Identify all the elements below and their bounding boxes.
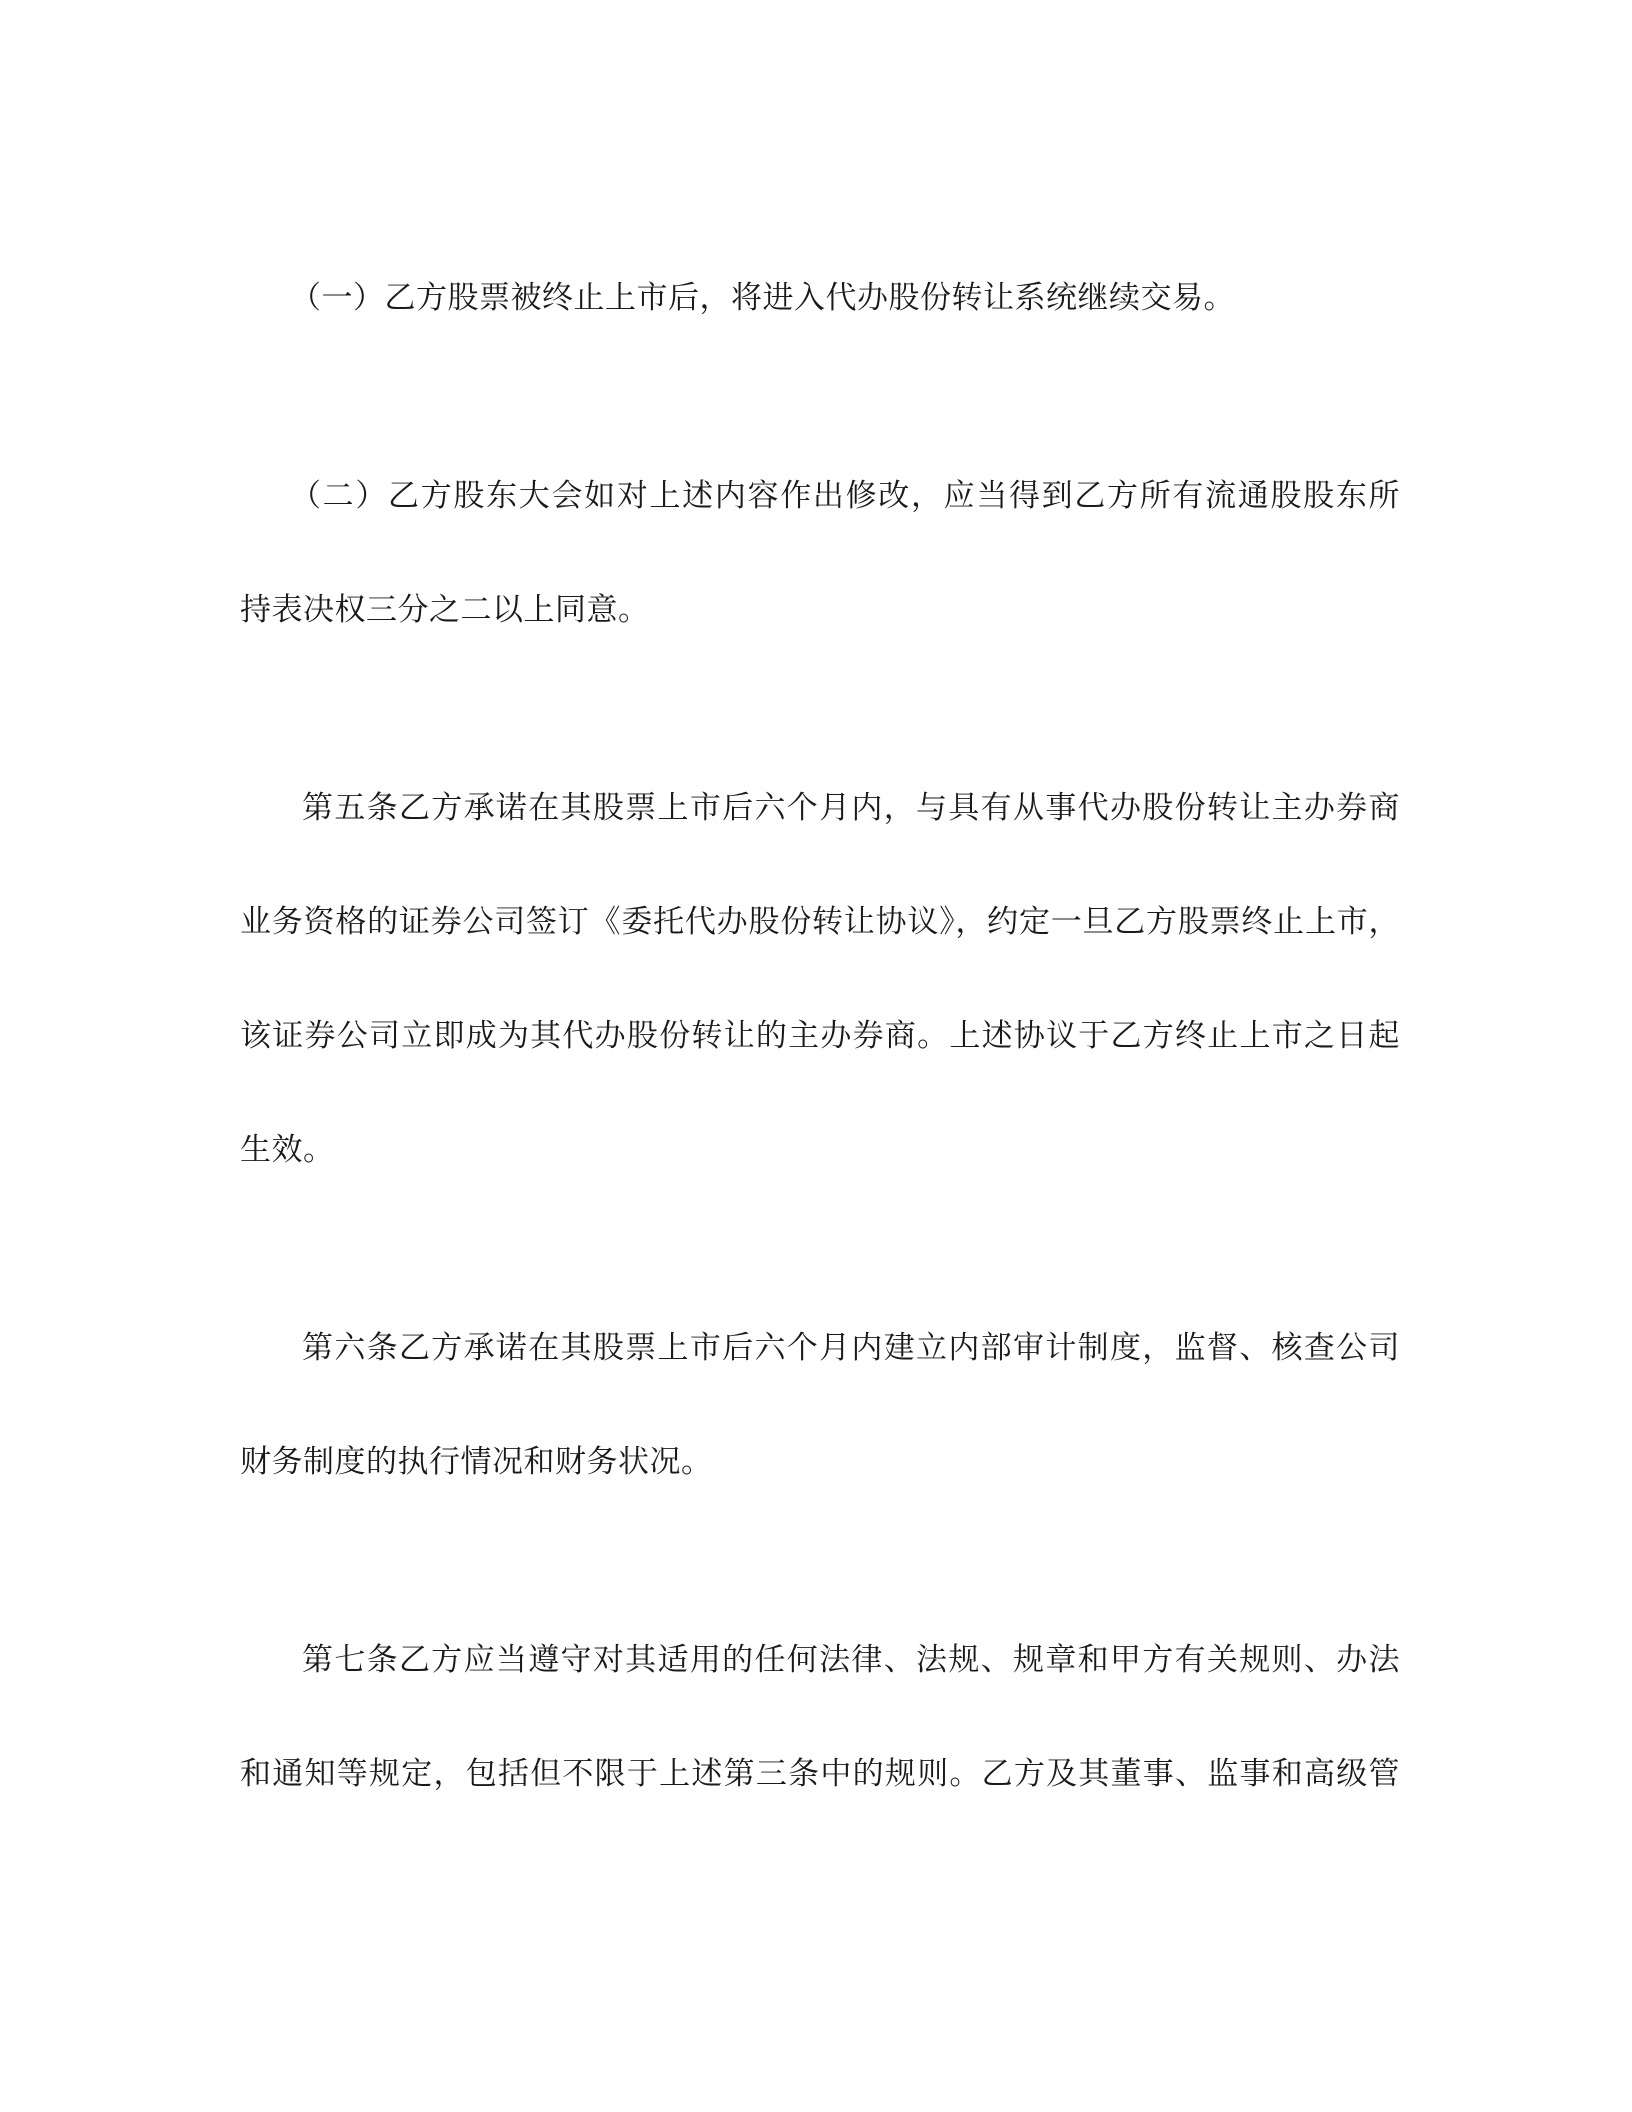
article-5-line-2: 业务资格的证券公司签订《委托代办股份转让协议》，约定一旦乙方股票终止上市， <box>240 904 1400 940</box>
clause-1-line-1: （一）乙方股票被终止上市后，将进入代办股份转让系统继续交易。 <box>290 280 1235 316</box>
clause-2-line-1: （二）乙方股东大会如对上述内容作出修改，应当得到乙方所有流通股股东所 <box>290 478 1400 514</box>
article-6-line-1: 第六条乙方承诺在其股票上市后六个月内建立内部审计制度，监督、核查公司 <box>302 1330 1400 1366</box>
article-7-line-2: 和通知等规定，包括但不限于上述第三条中的规则。乙方及其董事、监事和高级管 <box>240 1756 1400 1792</box>
article-7-line-1: 第七条乙方应当遵守对其适用的任何法律、法规、规章和甲方有关规则、办法 <box>302 1642 1400 1678</box>
article-6-line-2: 财务制度的执行情况和财务状况。 <box>240 1444 713 1480</box>
article-5-line-4: 生效。 <box>240 1132 335 1168</box>
article-5-line-1: 第五条乙方承诺在其股票上市后六个月内，与具有从事代办股份转让主办券商 <box>302 790 1400 826</box>
article-5-line-3: 该证券公司立即成为其代办股份转让的主办券商。上述协议于乙方终止上市之日起 <box>240 1018 1400 1054</box>
clause-2-line-2: 持表决权三分之二以上同意。 <box>240 592 650 628</box>
